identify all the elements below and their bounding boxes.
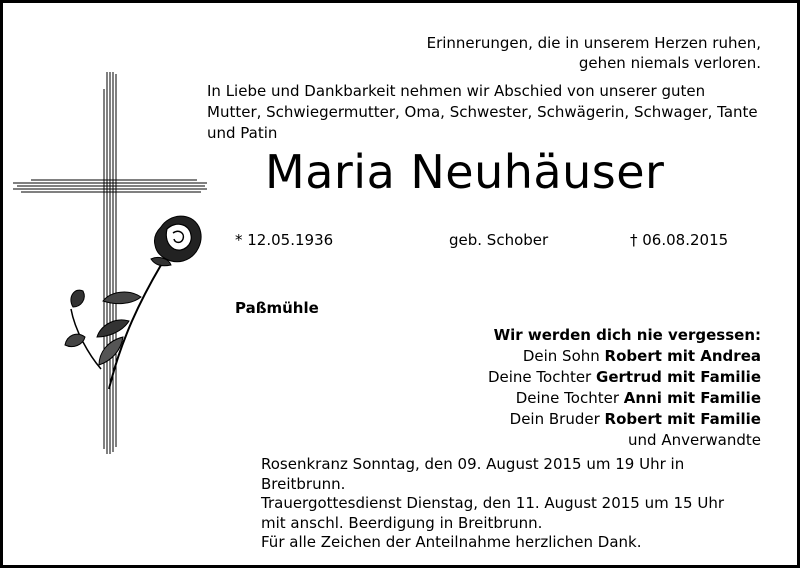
notes-line: mit anschl. Beerdigung in Breitbrunn. bbox=[261, 513, 543, 532]
maiden-name: geb. Schober bbox=[449, 231, 549, 249]
intro-line: und Patin bbox=[207, 124, 278, 142]
mourner-row bbox=[488, 388, 761, 409]
mourner-relation: Dein Bruder bbox=[509, 410, 600, 428]
mourner-relation: Deine Tochter bbox=[515, 389, 619, 407]
notes-line: Rosenkranz Sonntag, den 09. August 2015 um 19 Uhr in bbox=[261, 455, 685, 473]
intro-line: In Liebe und Dankbarkeit nehmen wir Abschied von unserer guten bbox=[207, 82, 706, 100]
notes-line: Trauergottesdienst Dienstag, den 11. August 2015 um 15 Uhr bbox=[261, 494, 724, 512]
service-notes bbox=[261, 455, 731, 553]
cross-icon bbox=[13, 72, 207, 454]
mourner-row bbox=[488, 346, 761, 367]
notes-line: Für alle Zeichen der Anteilnahme herzlichen Dank. bbox=[261, 533, 642, 551]
mourner-names: Robert mit Familie bbox=[604, 410, 761, 428]
mourner-names: Robert mit Andrea bbox=[604, 347, 761, 365]
cross-and-rose-illustration bbox=[11, 69, 211, 454]
death-date: † 06.08.2015 bbox=[630, 231, 729, 249]
mourner-row bbox=[488, 409, 761, 430]
mourners-list bbox=[488, 325, 761, 451]
mourners-heading: Wir werden dich nie vergessen: bbox=[493, 326, 761, 344]
mourner-row bbox=[488, 367, 761, 388]
place-of-residence: Paßmühle bbox=[235, 299, 319, 317]
mourner-relation: Dein Sohn bbox=[522, 347, 600, 365]
mourner-names: Anni mit Familie bbox=[623, 389, 761, 407]
quote-line: Erinnerungen, die in unserem Herzen ruhen, bbox=[426, 34, 761, 52]
rose-icon bbox=[65, 216, 201, 389]
deceased-name: Maria Neuhäuser bbox=[265, 145, 665, 199]
quote-line: gehen niemals verloren. bbox=[578, 54, 761, 72]
intro-text bbox=[207, 81, 787, 144]
intro-line: Mutter, Schwiegermutter, Oma, Schwester, Schwägerin, Schwager, Tante bbox=[207, 103, 758, 121]
mourner-relation: Deine Tochter bbox=[487, 368, 592, 386]
birth-date: * 12.05.1936 bbox=[235, 231, 334, 249]
memorial-quote bbox=[427, 33, 761, 73]
notes-line: Breitbrunn. bbox=[261, 474, 346, 493]
mourners-closing: und Anverwandte bbox=[628, 431, 761, 449]
mourner-names: Gertrud mit Familie bbox=[596, 368, 761, 386]
